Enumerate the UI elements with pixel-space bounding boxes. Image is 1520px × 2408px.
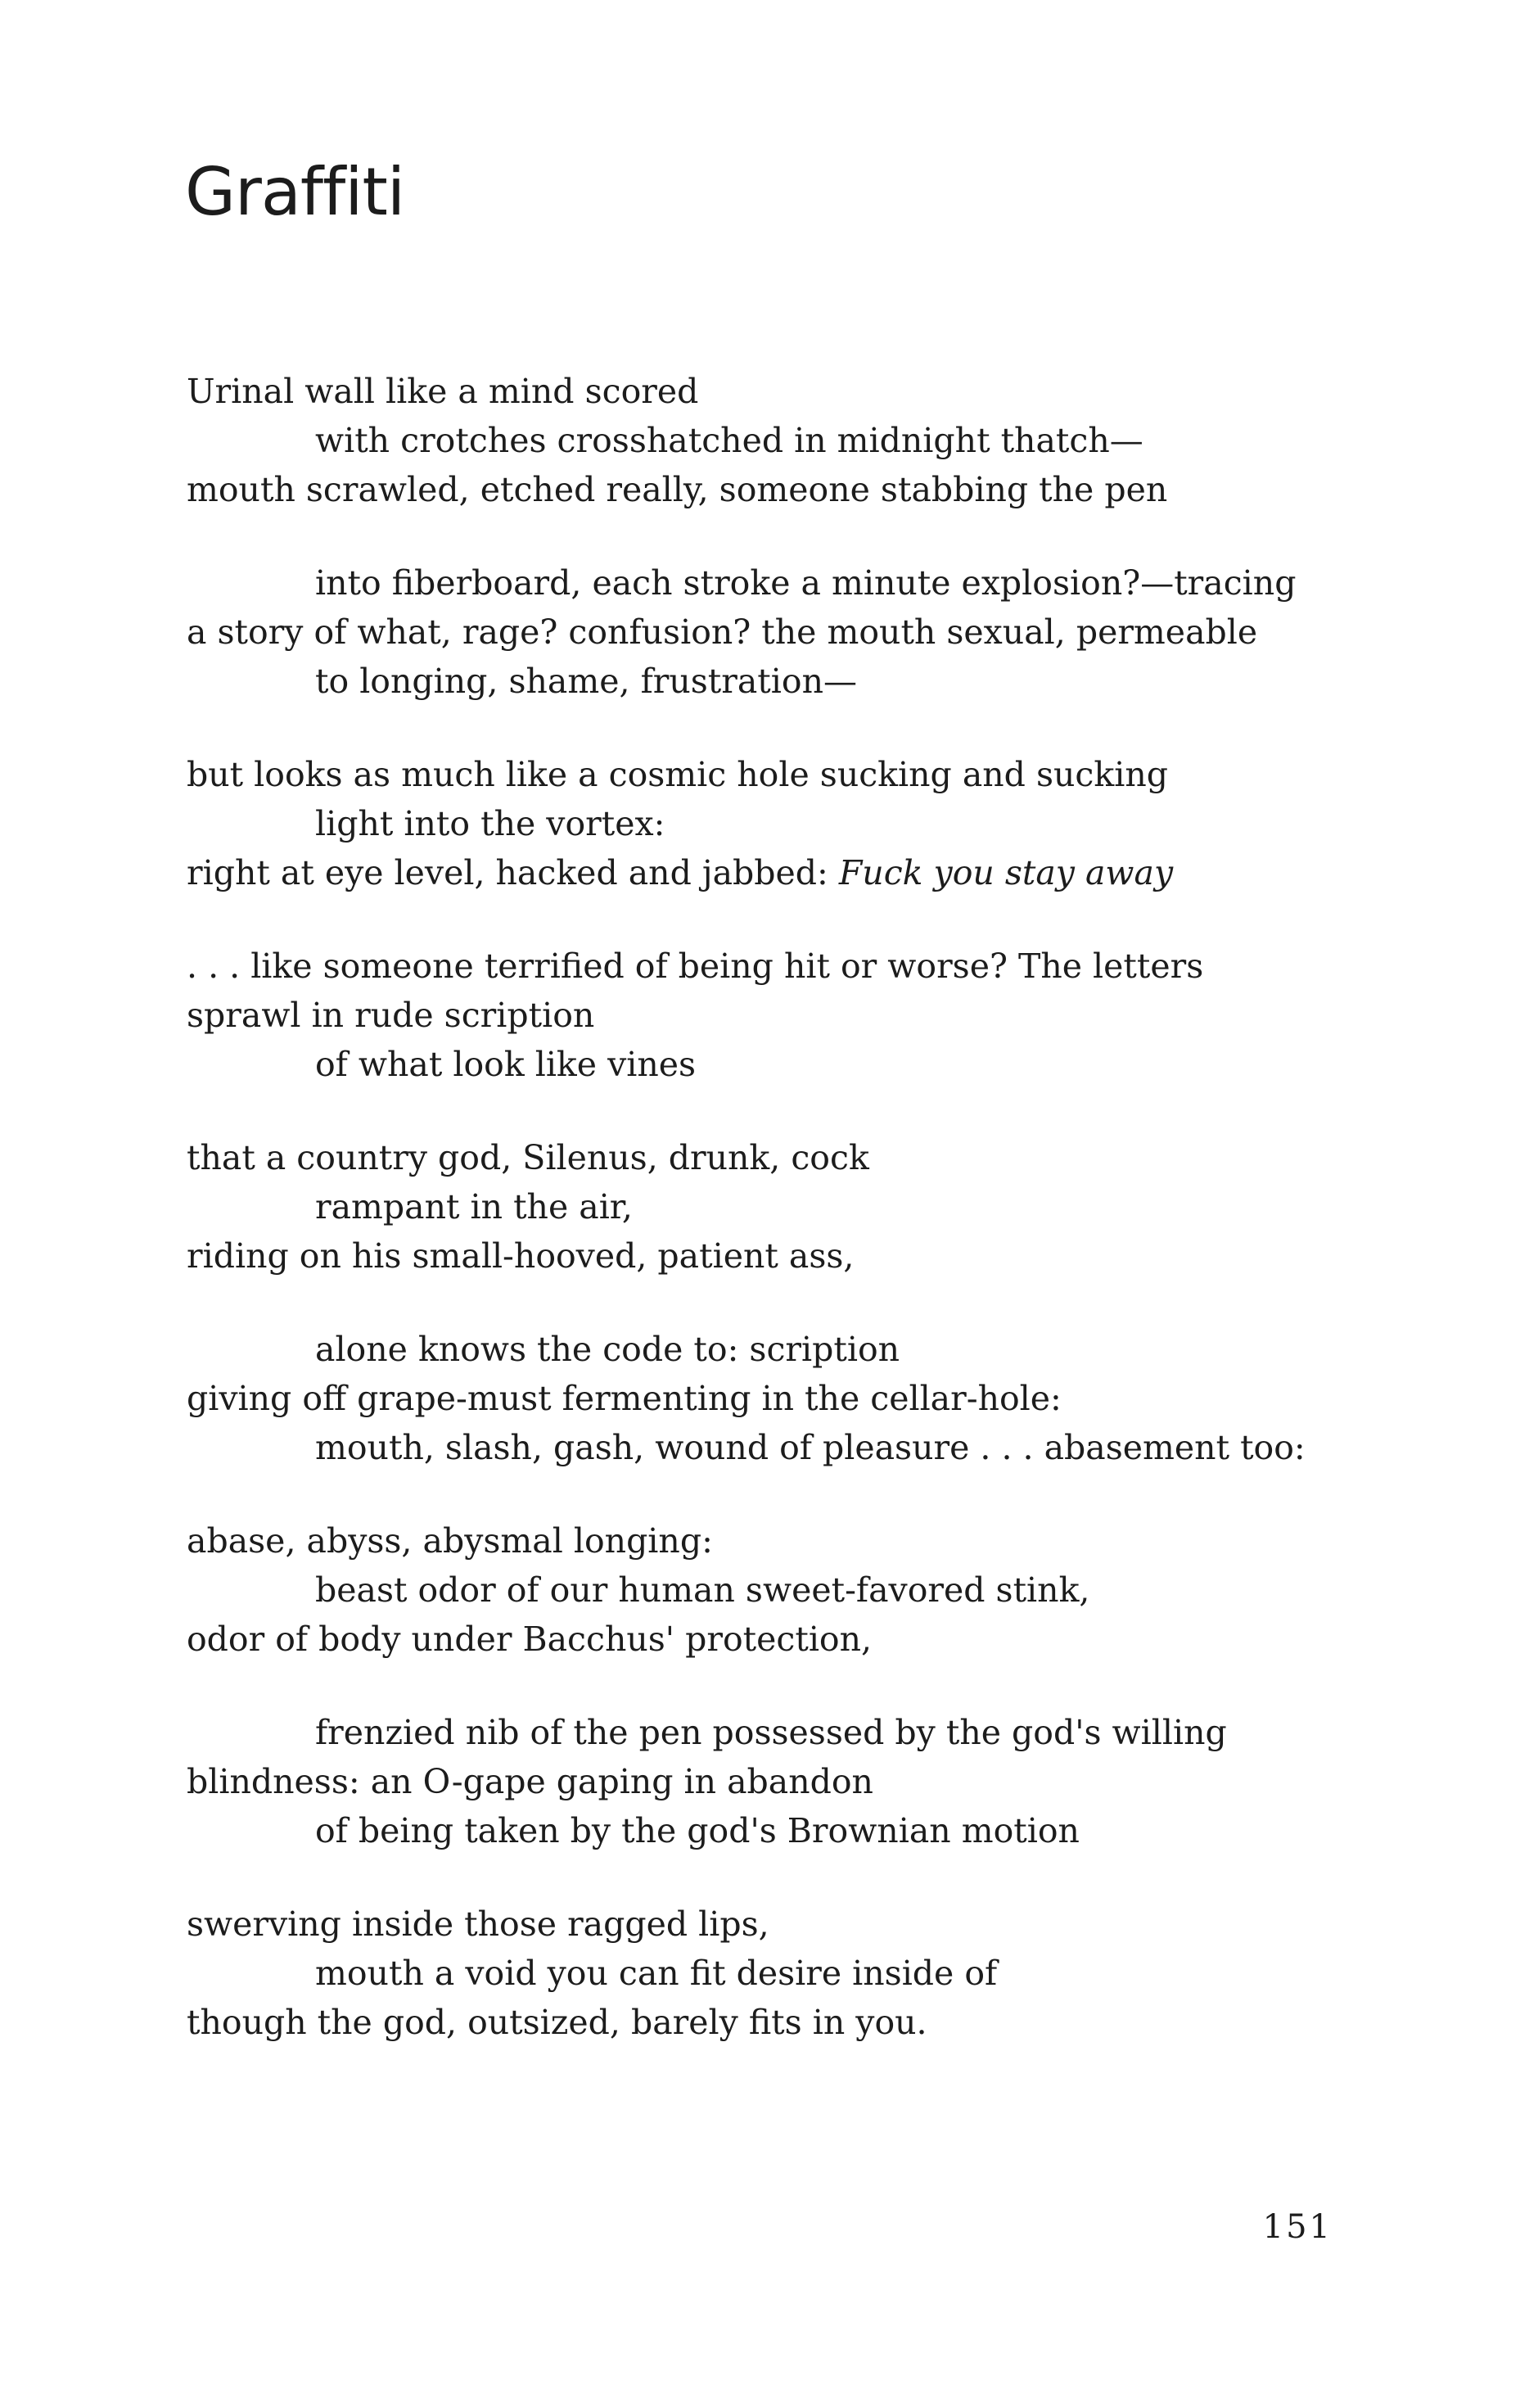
poem-line-text: swerving inside those ragged lips,	[187, 1904, 769, 1944]
poem-line-text: abase, abyss, abysmal longing:	[187, 1521, 713, 1561]
poem-line	[187, 657, 1382, 706]
stanza	[187, 1900, 1382, 2047]
stanza	[187, 942, 1382, 1089]
poem-line-text: beast odor of our human sweet-favored stink,	[315, 1570, 1090, 1610]
page-number: 151	[1262, 2208, 1333, 2246]
poem-line-text: though the god, outsized, barely fits in you.	[187, 2003, 927, 2042]
poem-line	[187, 1949, 1382, 1998]
poem-line-text: a story of what, rage? confusion? the mouth sexual, permeable	[187, 612, 1258, 652]
poem-line	[187, 465, 1382, 514]
poem-line-text: to longing, shame, frustration—	[315, 662, 857, 701]
poem-line	[187, 750, 1382, 799]
poem-title: Graffiti	[185, 154, 405, 230]
poem-line	[187, 1182, 1382, 1231]
poem-line	[187, 1040, 1382, 1089]
stanza	[187, 750, 1382, 897]
poem-line	[187, 1615, 1382, 1664]
poem-line-text: into fiberboard, each stroke a minute explosion?—tracing	[315, 563, 1297, 603]
poem-line	[187, 1998, 1382, 2047]
poem-body	[187, 367, 1382, 2091]
poem-line	[187, 1900, 1382, 1949]
poem-line	[187, 942, 1382, 991]
poem-line	[187, 1325, 1382, 1374]
poem-line-text: of being taken by the god's Brownian motion	[315, 1811, 1080, 1850]
poem-line-text: sprawl in rude scription	[187, 996, 595, 1035]
poem-line	[187, 558, 1382, 608]
poem-line-text: mouth, slash, gash, wound of pleasure . . . abasement too:	[315, 1428, 1306, 1467]
poem-line-text: but looks as much like a cosmic hole sucking and sucking	[187, 755, 1168, 794]
poem-line	[187, 367, 1382, 416]
poem-line-text: odor of body under Bacchus' protection,	[187, 1620, 873, 1659]
poem-line-text: Urinal wall like a mind scored	[187, 372, 699, 411]
poem-line-text: blindness: an O-gape gaping in abandon	[187, 1762, 873, 1801]
poem-line-text: alone knows the code to: scription	[315, 1330, 900, 1369]
poem-line-text: of what look like vines	[315, 1045, 697, 1084]
poem-line-text: frenzied nib of the pen possessed by the god's willing	[315, 1713, 1227, 1752]
poem-line	[187, 1423, 1382, 1472]
poem-line	[187, 848, 1382, 897]
poem-line-text: riding on his small-hooved, patient ass,	[187, 1236, 855, 1276]
poem-line-italic-text: Fuck you stay away	[838, 853, 1174, 892]
poem-line	[187, 416, 1382, 465]
poem-line	[187, 1806, 1382, 1855]
poem-line-text: light into the vortex:	[315, 804, 665, 843]
stanza	[187, 558, 1382, 706]
stanza	[187, 1708, 1382, 1855]
poem-line	[187, 1757, 1382, 1806]
stanza	[187, 1325, 1382, 1472]
poem-line	[187, 1565, 1382, 1615]
poem-line-text: that a country god, Silenus, drunk, cock	[187, 1138, 869, 1177]
stanza	[187, 1516, 1382, 1664]
poem-line	[187, 1708, 1382, 1757]
poem-line	[187, 1133, 1382, 1182]
poem-line	[187, 608, 1382, 657]
stanza	[187, 1133, 1382, 1281]
poem-line	[187, 799, 1382, 848]
poem-line-text: rampant in the air,	[315, 1187, 633, 1227]
poem-line-text: with crotches crosshatched in midnight thatch—	[315, 421, 1143, 460]
poem-line-text: mouth a void you can fit desire inside of	[315, 1954, 998, 1993]
poem-line-text: right at eye level, hacked and jabbed:	[187, 853, 839, 892]
poem-line	[187, 1231, 1382, 1281]
stanza	[187, 367, 1382, 514]
poem-line	[187, 1374, 1382, 1423]
poem-line-text: giving off grape-must fermenting in the cellar-hole:	[187, 1379, 1062, 1418]
poem-line-text: mouth scrawled, etched really, someone stabbing the pen	[187, 470, 1168, 509]
poem-line	[187, 991, 1382, 1040]
poem-line	[187, 1516, 1382, 1565]
poem-line-text: . . . like someone terrified of being hit or worse? The letters	[187, 946, 1204, 986]
